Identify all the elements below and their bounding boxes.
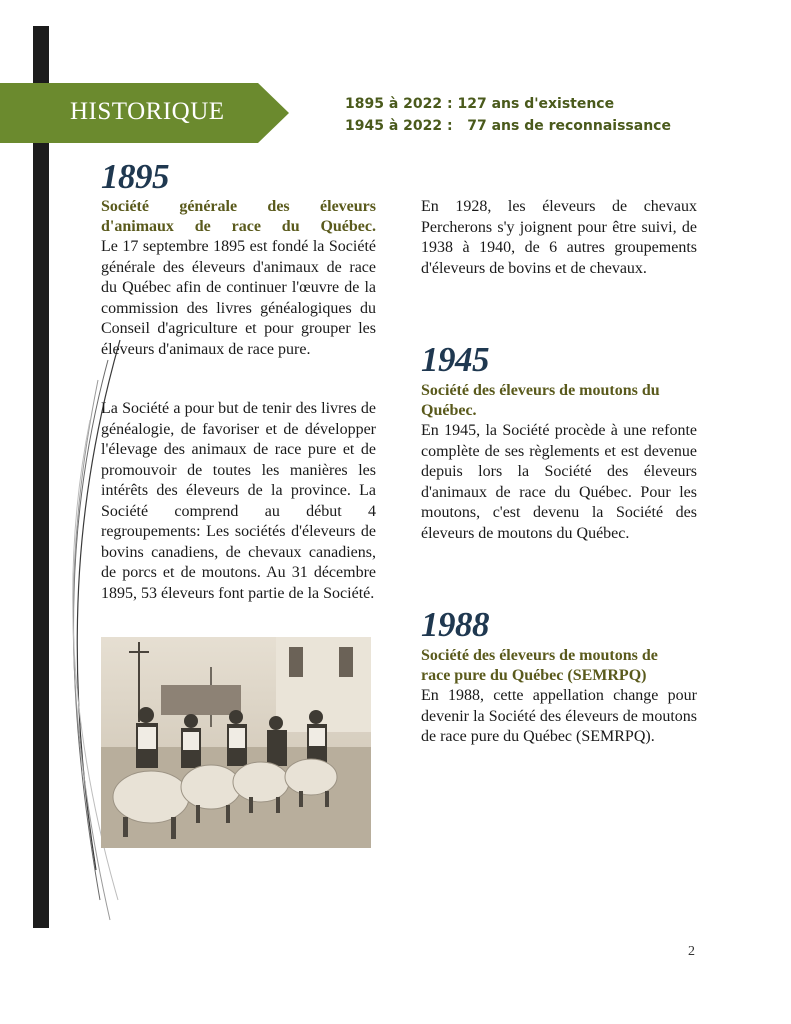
- year-1945-heading: 1945: [421, 340, 489, 379]
- vertical-rule: [33, 26, 49, 928]
- anniversary-line-recognition: 1945 à 2022 : 77 ans de reconnaissance: [345, 118, 671, 134]
- anniversary-line-existence: 1895 à 2022 : 127 ans d'existence: [345, 96, 615, 112]
- year-1988-heading: 1988: [421, 605, 489, 644]
- section-1895-title: [101, 197, 376, 237]
- section-1945-title-line2: Québec.: [421, 402, 477, 419]
- section-1895-paragraph-1: Le 17 septembre 1895 est fondé la Société générale des éleveurs d'animaux de race du Québec afin de continuer l'œuvre de la commission des livres généalogiques du Conseil d'agriculture et pour grouper les éleveurs d'animaux de race pure.: [101, 238, 376, 358]
- section-1945-paragraph: En 1945, la Société procède à une refonte complète de ses règlements et est devenue depuis lors la Société des éleveurs d'animaux de race du Québec. Pour les moutons, c'est devenu la Société des éleveurs de moutons du Québec.: [421, 422, 697, 542]
- section-1945-title: [421, 381, 697, 421]
- historic-photo-sheep-breeders: [101, 637, 371, 848]
- section-1895-paragraph-3: En 1928, les éleveurs de chevaux Percherons s'y joignent pour être suivi, de 1938 à 1940, de 6 autres groupements d'éleveurs de bovins et de chevaux.: [421, 198, 697, 277]
- section-1895-title-line2: d'animaux de race du Québec.: [101, 218, 376, 235]
- section-1988-title: [421, 646, 697, 686]
- section-banner: [0, 83, 289, 143]
- year-1895-heading: 1895: [101, 157, 169, 196]
- section-1988-paragraph: En 1988, cette appellation change pour devenir la Société des éleveurs de moutons de race pure du Québec (SEMRPQ).: [421, 687, 697, 745]
- section-1988-title-line2: race pure du Québec (SEMRPQ): [421, 667, 647, 684]
- section-1988-title-line1: Société des éleveurs de moutons de: [421, 647, 658, 664]
- section-1895-title-line1: Société générale des éleveurs: [101, 198, 376, 215]
- anniversary-block: [345, 93, 671, 137]
- banner-title: HISTORIQUE: [70, 98, 225, 125]
- section-1945-title-line1: Société des éleveurs de moutons du: [421, 382, 660, 399]
- page-number: 2: [688, 944, 695, 959]
- section-1895-paragraph-2: La Société a pour but de tenir des livres de généalogie, de favoriser et de développer l'élevage des animaux de race pure et de promouvoir de toutes les manières les intérêts des éleveurs de la province. La Société comprend au début 4 regroupements: Les sociétés d'éleveurs de bovins canadiens, de chevaux canadiens, de porcs et de moutons. Au 31 décembre 1895, 53 éleveurs font partie de la Société.: [101, 400, 376, 602]
